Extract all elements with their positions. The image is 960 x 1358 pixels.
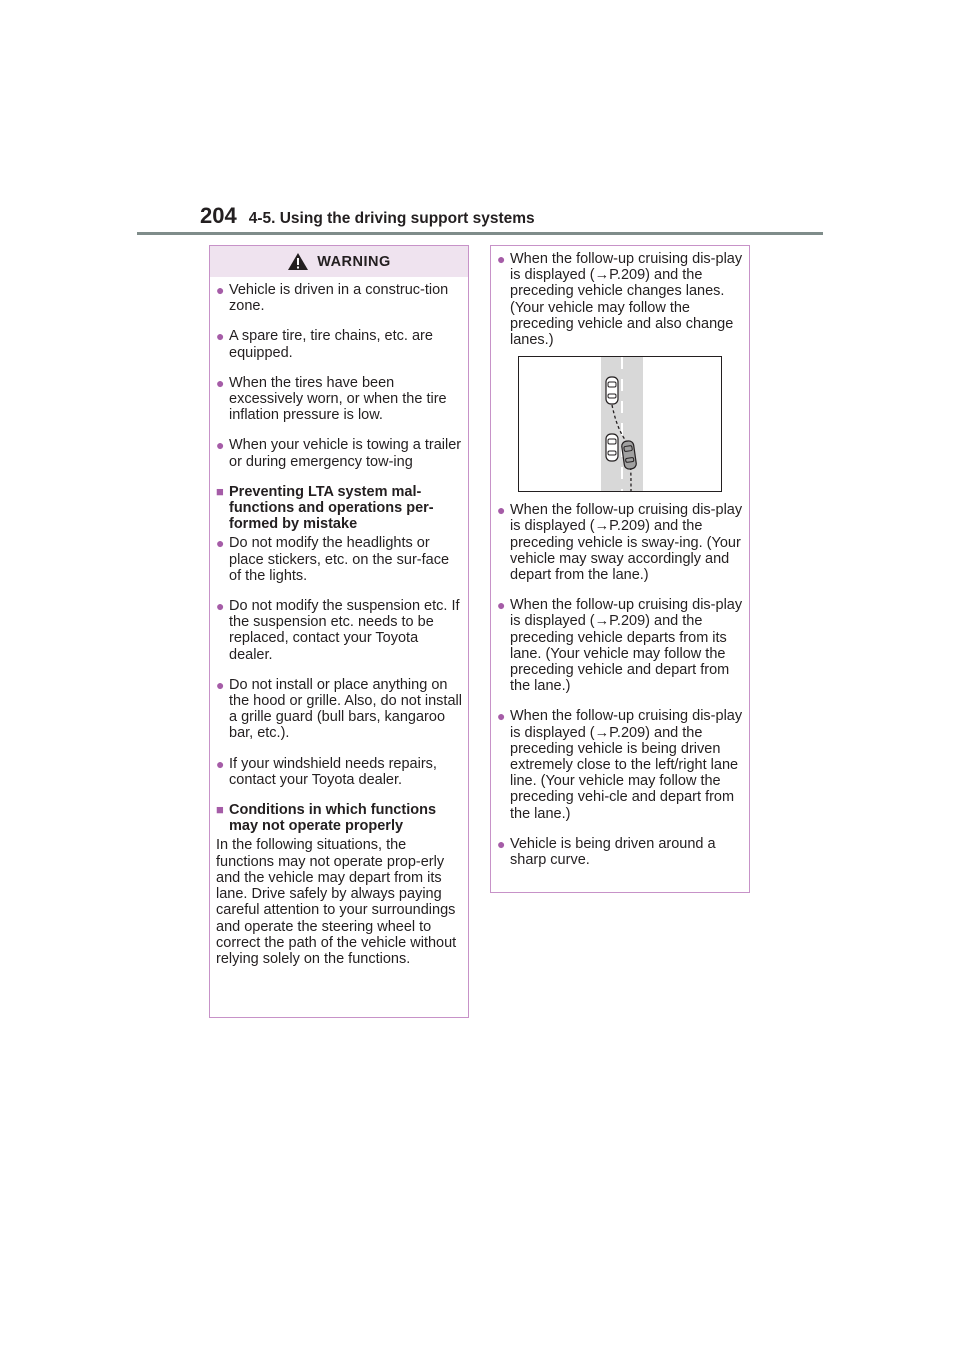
- preceding-vehicle-icon: [606, 377, 618, 404]
- list-item-text: When the follow-up cruising dis-play is displayed (→P.209) and the preceding vehicle is sway-ing. (Your vehicle may sway accordingly and depart from the lane.): [510, 502, 743, 584]
- parked-vehicle-icon: [606, 434, 618, 461]
- list-item: [497, 597, 743, 694]
- bullet-icon: ●: [497, 251, 506, 267]
- bullet-icon: ●: [216, 598, 225, 615]
- bullet-icon: ●: [497, 597, 506, 614]
- header-rule: [137, 232, 823, 235]
- bullet-icon: ●: [216, 437, 225, 454]
- list-item: [216, 328, 462, 360]
- warning-body-continued: [491, 246, 749, 868]
- bullet-icon: ●: [216, 282, 225, 298]
- list-item: [216, 437, 462, 469]
- list-item-text: Vehicle is being driven around a sharp curve.: [510, 835, 716, 869]
- subheading-conditions: [216, 802, 462, 834]
- warning-body: [210, 277, 468, 967]
- list-item-text: When the follow-up cruising dis-play is displayed (→P.209) and the preceding vehicle departs from its lane. (Your vehicle may follow the preceding vehicle and depart from the lane.): [510, 597, 743, 695]
- list-item-text: When your vehicle is towing a trailer or during emergency tow-ing: [229, 437, 462, 470]
- bullet-icon: ●: [216, 374, 225, 391]
- list-item-text: Do not install or place anything on the hood or grille. Also, do not install a grille guard (bull bars, kangaroo bar, etc.).: [229, 676, 462, 742]
- page-number: 204: [200, 203, 237, 228]
- list-item: [216, 375, 462, 424]
- list-item: [216, 282, 462, 314]
- subheading-text: Conditions in which functions may not operate properly: [229, 802, 437, 835]
- bullet-icon: ●: [216, 535, 225, 552]
- list-item: [216, 535, 462, 584]
- bullet-icon: ●: [216, 328, 225, 345]
- list-item: [497, 251, 743, 348]
- square-bullet-icon: ■: [216, 802, 224, 818]
- list-item: [216, 756, 462, 788]
- list-item-text: When the tires have been excessively worn, or when the tire inflation pressure is low.: [229, 374, 447, 424]
- lane-change-illustration: [518, 356, 722, 492]
- list-item-text: Do not modify the suspension etc. If the suspension etc. needs to be replaced, contact your Toyota dealer.: [229, 598, 460, 663]
- conditions-paragraph: In the following situations, the functions may not operate prop-erly and the vehicle may depart from its lane. Drive safely by always paying careful attention to your surroundings and operate the steering wheel to correct the path of the vehicle without relying solely on the functions.: [216, 837, 457, 967]
- bullet-icon: ●: [216, 755, 225, 772]
- list-item: [497, 836, 743, 868]
- list-item-text: A spare tire, tire chains, etc. are equipped.: [229, 328, 433, 361]
- warning-box: [209, 245, 469, 1018]
- list-item-text: When the follow-up cruising dis-play is displayed (→P.209) and the preceding vehicle changes lanes. (Your vehicle may follow the preceding vehicle and also change lanes.): [510, 251, 743, 349]
- subheading-text: Preventing LTA system mal-functions and operations per-formed by mistake: [229, 483, 434, 533]
- list-item: [216, 598, 462, 663]
- square-bullet-icon: ■: [216, 483, 224, 499]
- page-header: [200, 203, 535, 229]
- bullet-icon: ●: [497, 502, 506, 519]
- list-item-text: Vehicle is driven in a construc-tion zone.: [229, 282, 449, 315]
- bullet-icon: ●: [497, 835, 506, 852]
- list-item: [216, 677, 462, 742]
- list-item: [497, 502, 743, 583]
- list-item-text: Do not modify the headlights or place stickers, etc. on the sur-face of the lights.: [229, 535, 450, 584]
- list-item-text: If your windshield needs repairs, contact your Toyota dealer.: [229, 755, 437, 788]
- warning-label: WARNING: [317, 253, 391, 270]
- list-item: [497, 708, 743, 821]
- section-title: 4-5. Using the driving support systems: [248, 210, 535, 227]
- warning-header: [210, 246, 468, 277]
- list-item-text: When the follow-up cruising dis-play is displayed (→P.209) and the preceding vehicle is being driven extremely close to the left/right lane line. (Your vehicle may follow the preceding vehi-cle and depart from the lane.): [510, 708, 743, 822]
- bullet-icon: ●: [497, 708, 506, 725]
- lane-change-diagram: [519, 357, 721, 491]
- warning-box-continued: [490, 245, 750, 893]
- subheading-lta: [216, 484, 462, 533]
- bullet-icon: ●: [216, 676, 225, 693]
- warning-triangle-icon: [287, 252, 309, 271]
